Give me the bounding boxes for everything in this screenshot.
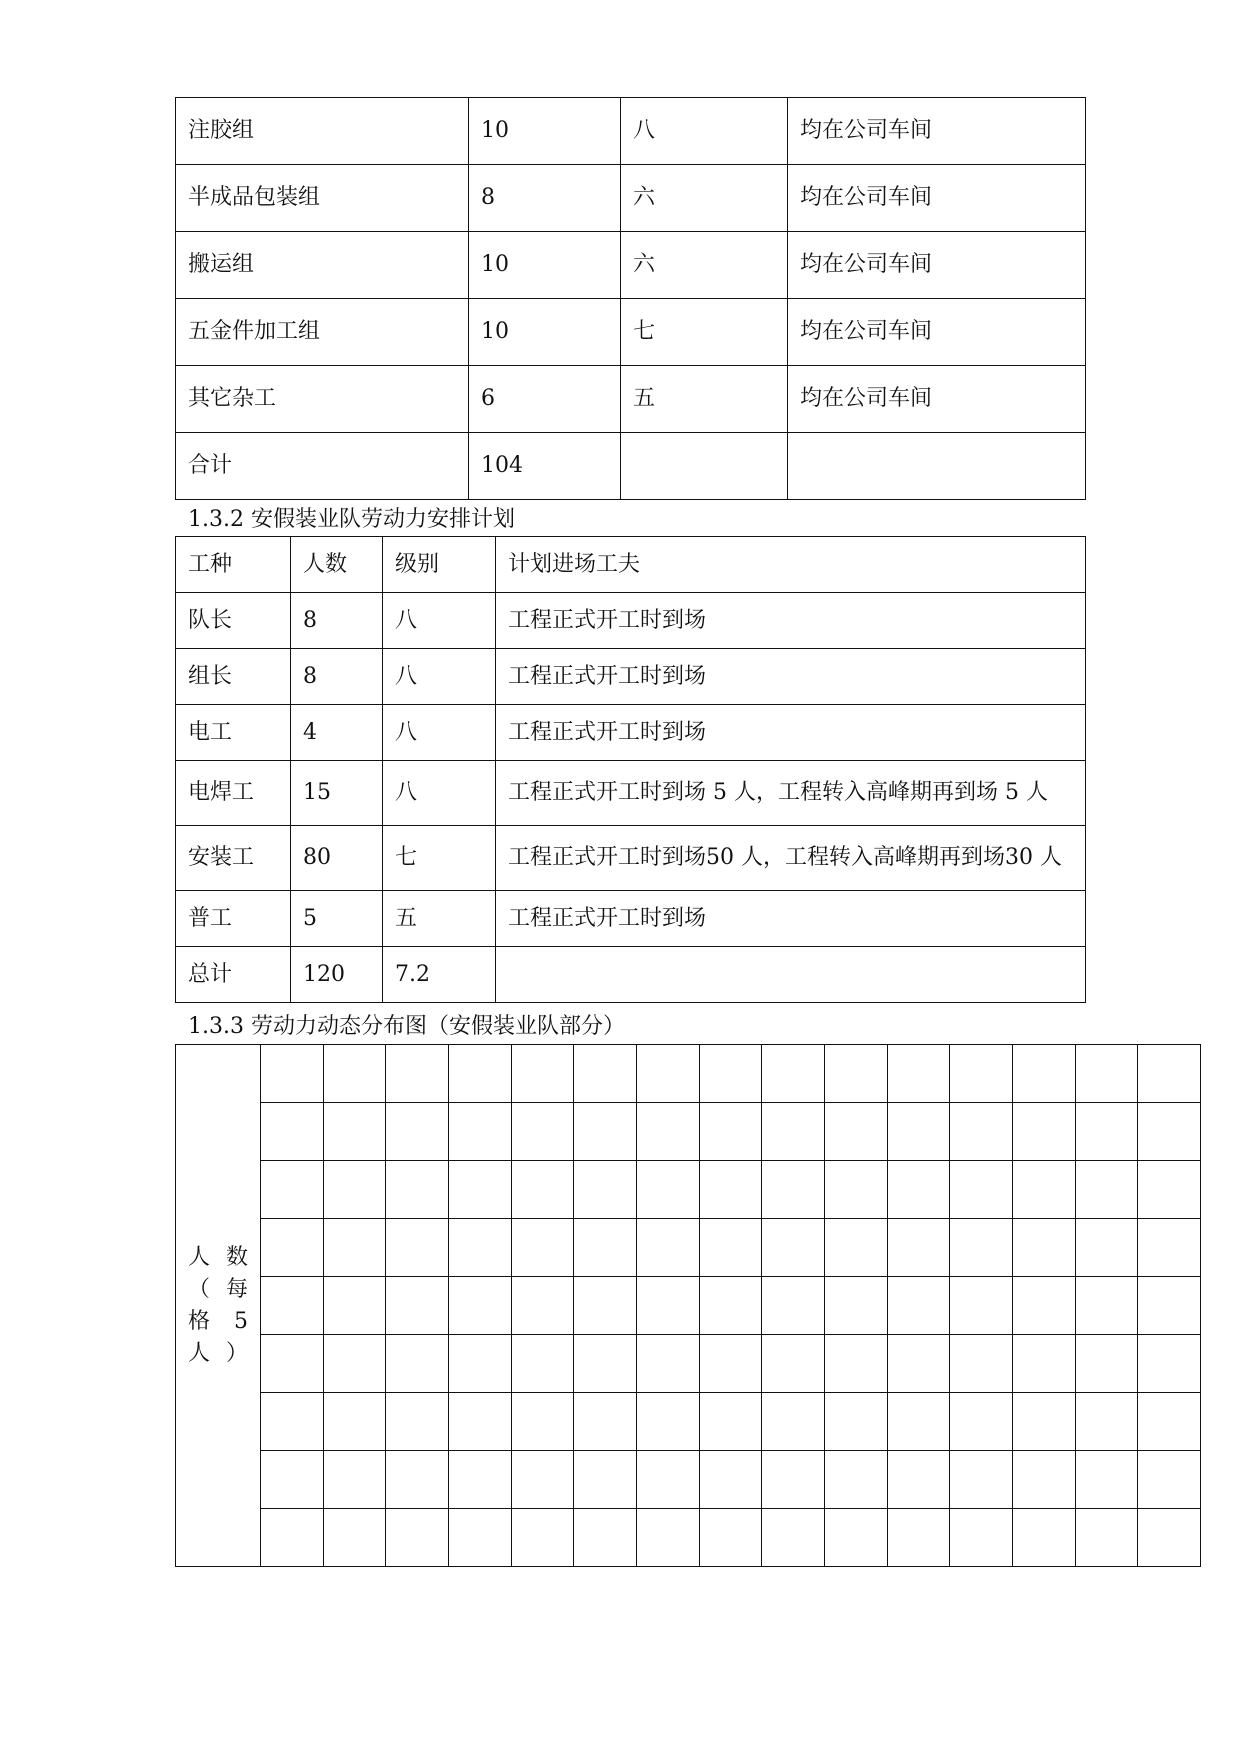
grid-cell <box>1138 1219 1201 1277</box>
table-row <box>176 433 1086 500</box>
table-cell: 八 <box>383 649 496 705</box>
table-cell: 普工 <box>176 891 291 947</box>
table-cell: 搬运组 <box>176 232 469 299</box>
grid-cell <box>448 1393 511 1451</box>
table-cell: 5 <box>291 891 383 947</box>
grid-cell <box>1012 1277 1075 1335</box>
grid-cell <box>511 1045 574 1103</box>
grid-cell <box>511 1161 574 1219</box>
grid-cell <box>950 1451 1013 1509</box>
table-row <box>176 165 1086 232</box>
grid-cell <box>950 1393 1013 1451</box>
grid-cell <box>511 1509 574 1567</box>
table-cell: 8 <box>291 649 383 705</box>
grid-cell <box>636 1335 699 1393</box>
grid-cell <box>950 1161 1013 1219</box>
grid-cell <box>824 1393 887 1451</box>
grid-cell <box>448 1451 511 1509</box>
grid-cell <box>448 1103 511 1161</box>
grid-cell <box>1138 1277 1201 1335</box>
table-cell: 六 <box>621 232 788 299</box>
grid-cell <box>574 1509 637 1567</box>
grid-cell <box>574 1451 637 1509</box>
grid-cell <box>762 1335 825 1393</box>
grid-cell <box>699 1103 762 1161</box>
grid-cell <box>824 1045 887 1103</box>
grid-cell <box>448 1219 511 1277</box>
grid-cell <box>762 1045 825 1103</box>
grid-cell <box>574 1277 637 1335</box>
grid-cell <box>887 1161 950 1219</box>
grid-cell <box>1075 1161 1138 1219</box>
table-cell: 10 <box>469 299 621 366</box>
grid-cell <box>511 1277 574 1335</box>
grid-cell <box>887 1393 950 1451</box>
grid-cell <box>950 1103 1013 1161</box>
column-header: 工种 <box>176 537 291 593</box>
grid-cell <box>699 1219 762 1277</box>
grid-cell <box>824 1219 887 1277</box>
grid-cell <box>386 1219 449 1277</box>
grid-cell <box>699 1509 762 1567</box>
grid-cell <box>261 1219 324 1277</box>
grid-cell <box>1075 1393 1138 1451</box>
grid-cell <box>386 1277 449 1335</box>
grid-cell <box>887 1045 950 1103</box>
table-cell: 均在公司车间 <box>788 232 1086 299</box>
grid-cell <box>574 1161 637 1219</box>
table-row <box>176 232 1086 299</box>
table-cell: 七 <box>383 826 496 891</box>
grid-cell <box>386 1045 449 1103</box>
table-cell: 8 <box>291 593 383 649</box>
grid-row <box>176 1451 1201 1509</box>
grid-cell <box>762 1161 825 1219</box>
grid-cell <box>261 1103 324 1161</box>
grid-cell <box>323 1219 386 1277</box>
grid-cell <box>386 1509 449 1567</box>
table-cell: 八 <box>383 761 496 826</box>
grid-cell <box>1075 1103 1138 1161</box>
table-cell: 五 <box>383 891 496 947</box>
grid-cell <box>824 1509 887 1567</box>
grid-cell <box>323 1509 386 1567</box>
grid-cell <box>511 1393 574 1451</box>
grid-cell <box>448 1045 511 1103</box>
labor-plan-table <box>175 536 1086 1003</box>
grid-cell <box>448 1335 511 1393</box>
table-cell: 10 <box>469 98 621 165</box>
grid-cell <box>699 1335 762 1393</box>
grid-cell <box>511 1103 574 1161</box>
grid-cell <box>636 1103 699 1161</box>
grid-cell <box>261 1451 324 1509</box>
column-header: 人数 <box>291 537 383 593</box>
grid-cell <box>1075 1045 1138 1103</box>
grid-cell <box>261 1161 324 1219</box>
grid-cell <box>511 1335 574 1393</box>
table-row <box>176 891 1086 947</box>
table-cell: 八 <box>383 705 496 761</box>
section-heading-1-3-2: 1.3.2 安假装业队劳动力安排计划 <box>188 507 515 532</box>
table-cell: 五金件加工组 <box>176 299 469 366</box>
table-cell: 均在公司车间 <box>788 165 1086 232</box>
table-cell: 八 <box>383 593 496 649</box>
grid-cell <box>511 1451 574 1509</box>
column-header: 计划进场工夫 <box>496 537 1086 593</box>
grid-cell <box>323 1103 386 1161</box>
table-cell: 其它杂工 <box>176 366 469 433</box>
grid-cell <box>448 1509 511 1567</box>
grid-cell <box>1138 1161 1201 1219</box>
grid-cell <box>1012 1509 1075 1567</box>
grid-cell <box>323 1335 386 1393</box>
grid-cell <box>762 1103 825 1161</box>
grid-cell <box>1012 1161 1075 1219</box>
grid-cell <box>1138 1045 1201 1103</box>
grid-cell <box>323 1161 386 1219</box>
grid-cell <box>636 1393 699 1451</box>
grid-cell <box>950 1219 1013 1277</box>
grid-cell <box>1012 1451 1075 1509</box>
table-row <box>176 649 1086 705</box>
grid-cell <box>762 1509 825 1567</box>
table-cell: 80 <box>291 826 383 891</box>
grid-cell <box>574 1335 637 1393</box>
grid-cell <box>636 1219 699 1277</box>
table-cell: 10 <box>469 232 621 299</box>
grid-cell <box>574 1393 637 1451</box>
table-cell: 电焊工 <box>176 761 291 826</box>
grid-row <box>176 1219 1201 1277</box>
grid-cell <box>1138 1451 1201 1509</box>
table-cell: 七 <box>621 299 788 366</box>
table-cell: 注胶组 <box>176 98 469 165</box>
table-cell: 6 <box>469 366 621 433</box>
table-cell <box>621 433 788 500</box>
table-cell <box>788 433 1086 500</box>
table-cell: 半成品包装组 <box>176 165 469 232</box>
grid-cell <box>950 1509 1013 1567</box>
grid-cell <box>699 1045 762 1103</box>
grid-cell <box>323 1393 386 1451</box>
table-row <box>176 705 1086 761</box>
table-cell: 均在公司车间 <box>788 366 1086 433</box>
grid-cell <box>824 1277 887 1335</box>
grid-cell <box>1012 1045 1075 1103</box>
grid-cell <box>636 1451 699 1509</box>
grid-cell <box>762 1393 825 1451</box>
table-cell: 五 <box>621 366 788 433</box>
table-cell: 总计 <box>176 947 291 1003</box>
grid-cell <box>1075 1277 1138 1335</box>
grid-cell <box>1138 1103 1201 1161</box>
table-row <box>176 826 1086 891</box>
table-cell: 104 <box>469 433 621 500</box>
grid-cell <box>323 1277 386 1335</box>
table-cell: 工程正式开工时到场50 人，工程转入高峰期再到场30 人 <box>496 826 1086 891</box>
grid-cell <box>887 1219 950 1277</box>
table-cell: 工程正式开工时到场 <box>496 649 1086 705</box>
table-row <box>176 98 1086 165</box>
grid-cell <box>386 1103 449 1161</box>
table-row <box>176 366 1086 433</box>
grid-cell <box>950 1277 1013 1335</box>
grid-cell <box>1012 1103 1075 1161</box>
grid-cell <box>824 1103 887 1161</box>
grid-cell <box>699 1451 762 1509</box>
grid-cell <box>323 1045 386 1103</box>
grid-cell <box>824 1161 887 1219</box>
grid-cell <box>386 1161 449 1219</box>
grid-row <box>176 1277 1201 1335</box>
grid-row <box>176 1393 1201 1451</box>
grid-row <box>176 1103 1201 1161</box>
labor-distribution-grid <box>175 1044 1201 1567</box>
grid-cell <box>1012 1393 1075 1451</box>
grid-cell <box>636 1277 699 1335</box>
table-cell: 电工 <box>176 705 291 761</box>
grid-cell <box>699 1393 762 1451</box>
table-cell: 组长 <box>176 649 291 705</box>
grid-cell <box>448 1161 511 1219</box>
table-cell: 六 <box>621 165 788 232</box>
grid-cell <box>887 1335 950 1393</box>
grid-cell <box>386 1393 449 1451</box>
grid-cell <box>887 1509 950 1567</box>
grid-cell <box>699 1161 762 1219</box>
grid-row <box>176 1161 1201 1219</box>
table-row <box>176 947 1086 1003</box>
grid-cell <box>950 1335 1013 1393</box>
production-staff-table <box>175 97 1086 500</box>
section-heading-1-3-3: 1.3.3 劳动力动态分布图（安假装业队部分） <box>188 1014 625 1039</box>
table-cell: 安装工 <box>176 826 291 891</box>
table-row <box>176 593 1086 649</box>
grid-cell <box>1138 1393 1201 1451</box>
table-cell: 8 <box>469 165 621 232</box>
table-cell: 15 <box>291 761 383 826</box>
grid-cell <box>1138 1509 1201 1567</box>
y-axis-label: 人 数（ 每格 5 人） <box>176 1045 261 1567</box>
grid-cell <box>636 1509 699 1567</box>
grid-cell <box>574 1219 637 1277</box>
grid-cell <box>762 1219 825 1277</box>
grid-cell <box>636 1161 699 1219</box>
grid-cell <box>887 1103 950 1161</box>
grid-cell <box>323 1451 386 1509</box>
grid-cell <box>261 1045 324 1103</box>
grid-cell <box>762 1451 825 1509</box>
grid-cell <box>448 1277 511 1335</box>
grid-row <box>176 1045 1201 1103</box>
table-cell: 4 <box>291 705 383 761</box>
grid-cell <box>1075 1509 1138 1567</box>
grid-cell <box>261 1335 324 1393</box>
grid-cell <box>1075 1219 1138 1277</box>
grid-row <box>176 1509 1201 1567</box>
grid-cell <box>386 1335 449 1393</box>
table-cell: 合计 <box>176 433 469 500</box>
table-cell: 八 <box>621 98 788 165</box>
grid-cell <box>261 1393 324 1451</box>
grid-cell <box>1075 1451 1138 1509</box>
table-cell: 均在公司车间 <box>788 299 1086 366</box>
grid-cell <box>261 1509 324 1567</box>
column-header: 级别 <box>383 537 496 593</box>
grid-cell <box>574 1103 637 1161</box>
table-cell <box>496 947 1086 1003</box>
grid-cell <box>824 1335 887 1393</box>
grid-cell <box>887 1451 950 1509</box>
grid-cell <box>574 1045 637 1103</box>
table-cell: 120 <box>291 947 383 1003</box>
grid-cell <box>1012 1219 1075 1277</box>
grid-cell <box>950 1045 1013 1103</box>
grid-row <box>176 1335 1201 1393</box>
table-cell: 7.2 <box>383 947 496 1003</box>
grid-cell <box>261 1277 324 1335</box>
table-cell: 队长 <box>176 593 291 649</box>
grid-cell <box>511 1219 574 1277</box>
grid-cell <box>762 1277 825 1335</box>
grid-cell <box>699 1277 762 1335</box>
table-row <box>176 761 1086 826</box>
table-cell: 工程正式开工时到场 <box>496 593 1086 649</box>
grid-cell <box>386 1451 449 1509</box>
table-cell: 工程正式开工时到场 5 人，工程转入高峰期再到场 5 人 <box>496 761 1086 826</box>
grid-cell <box>636 1045 699 1103</box>
table-cell: 工程正式开工时到场 <box>496 891 1086 947</box>
grid-cell <box>1075 1335 1138 1393</box>
table-row <box>176 299 1086 366</box>
table-cell: 工程正式开工时到场 <box>496 705 1086 761</box>
grid-cell <box>824 1451 887 1509</box>
table-cell: 均在公司车间 <box>788 98 1086 165</box>
table-header-row <box>176 537 1086 593</box>
grid-cell <box>887 1277 950 1335</box>
grid-cell <box>1012 1335 1075 1393</box>
grid-cell <box>1138 1335 1201 1393</box>
